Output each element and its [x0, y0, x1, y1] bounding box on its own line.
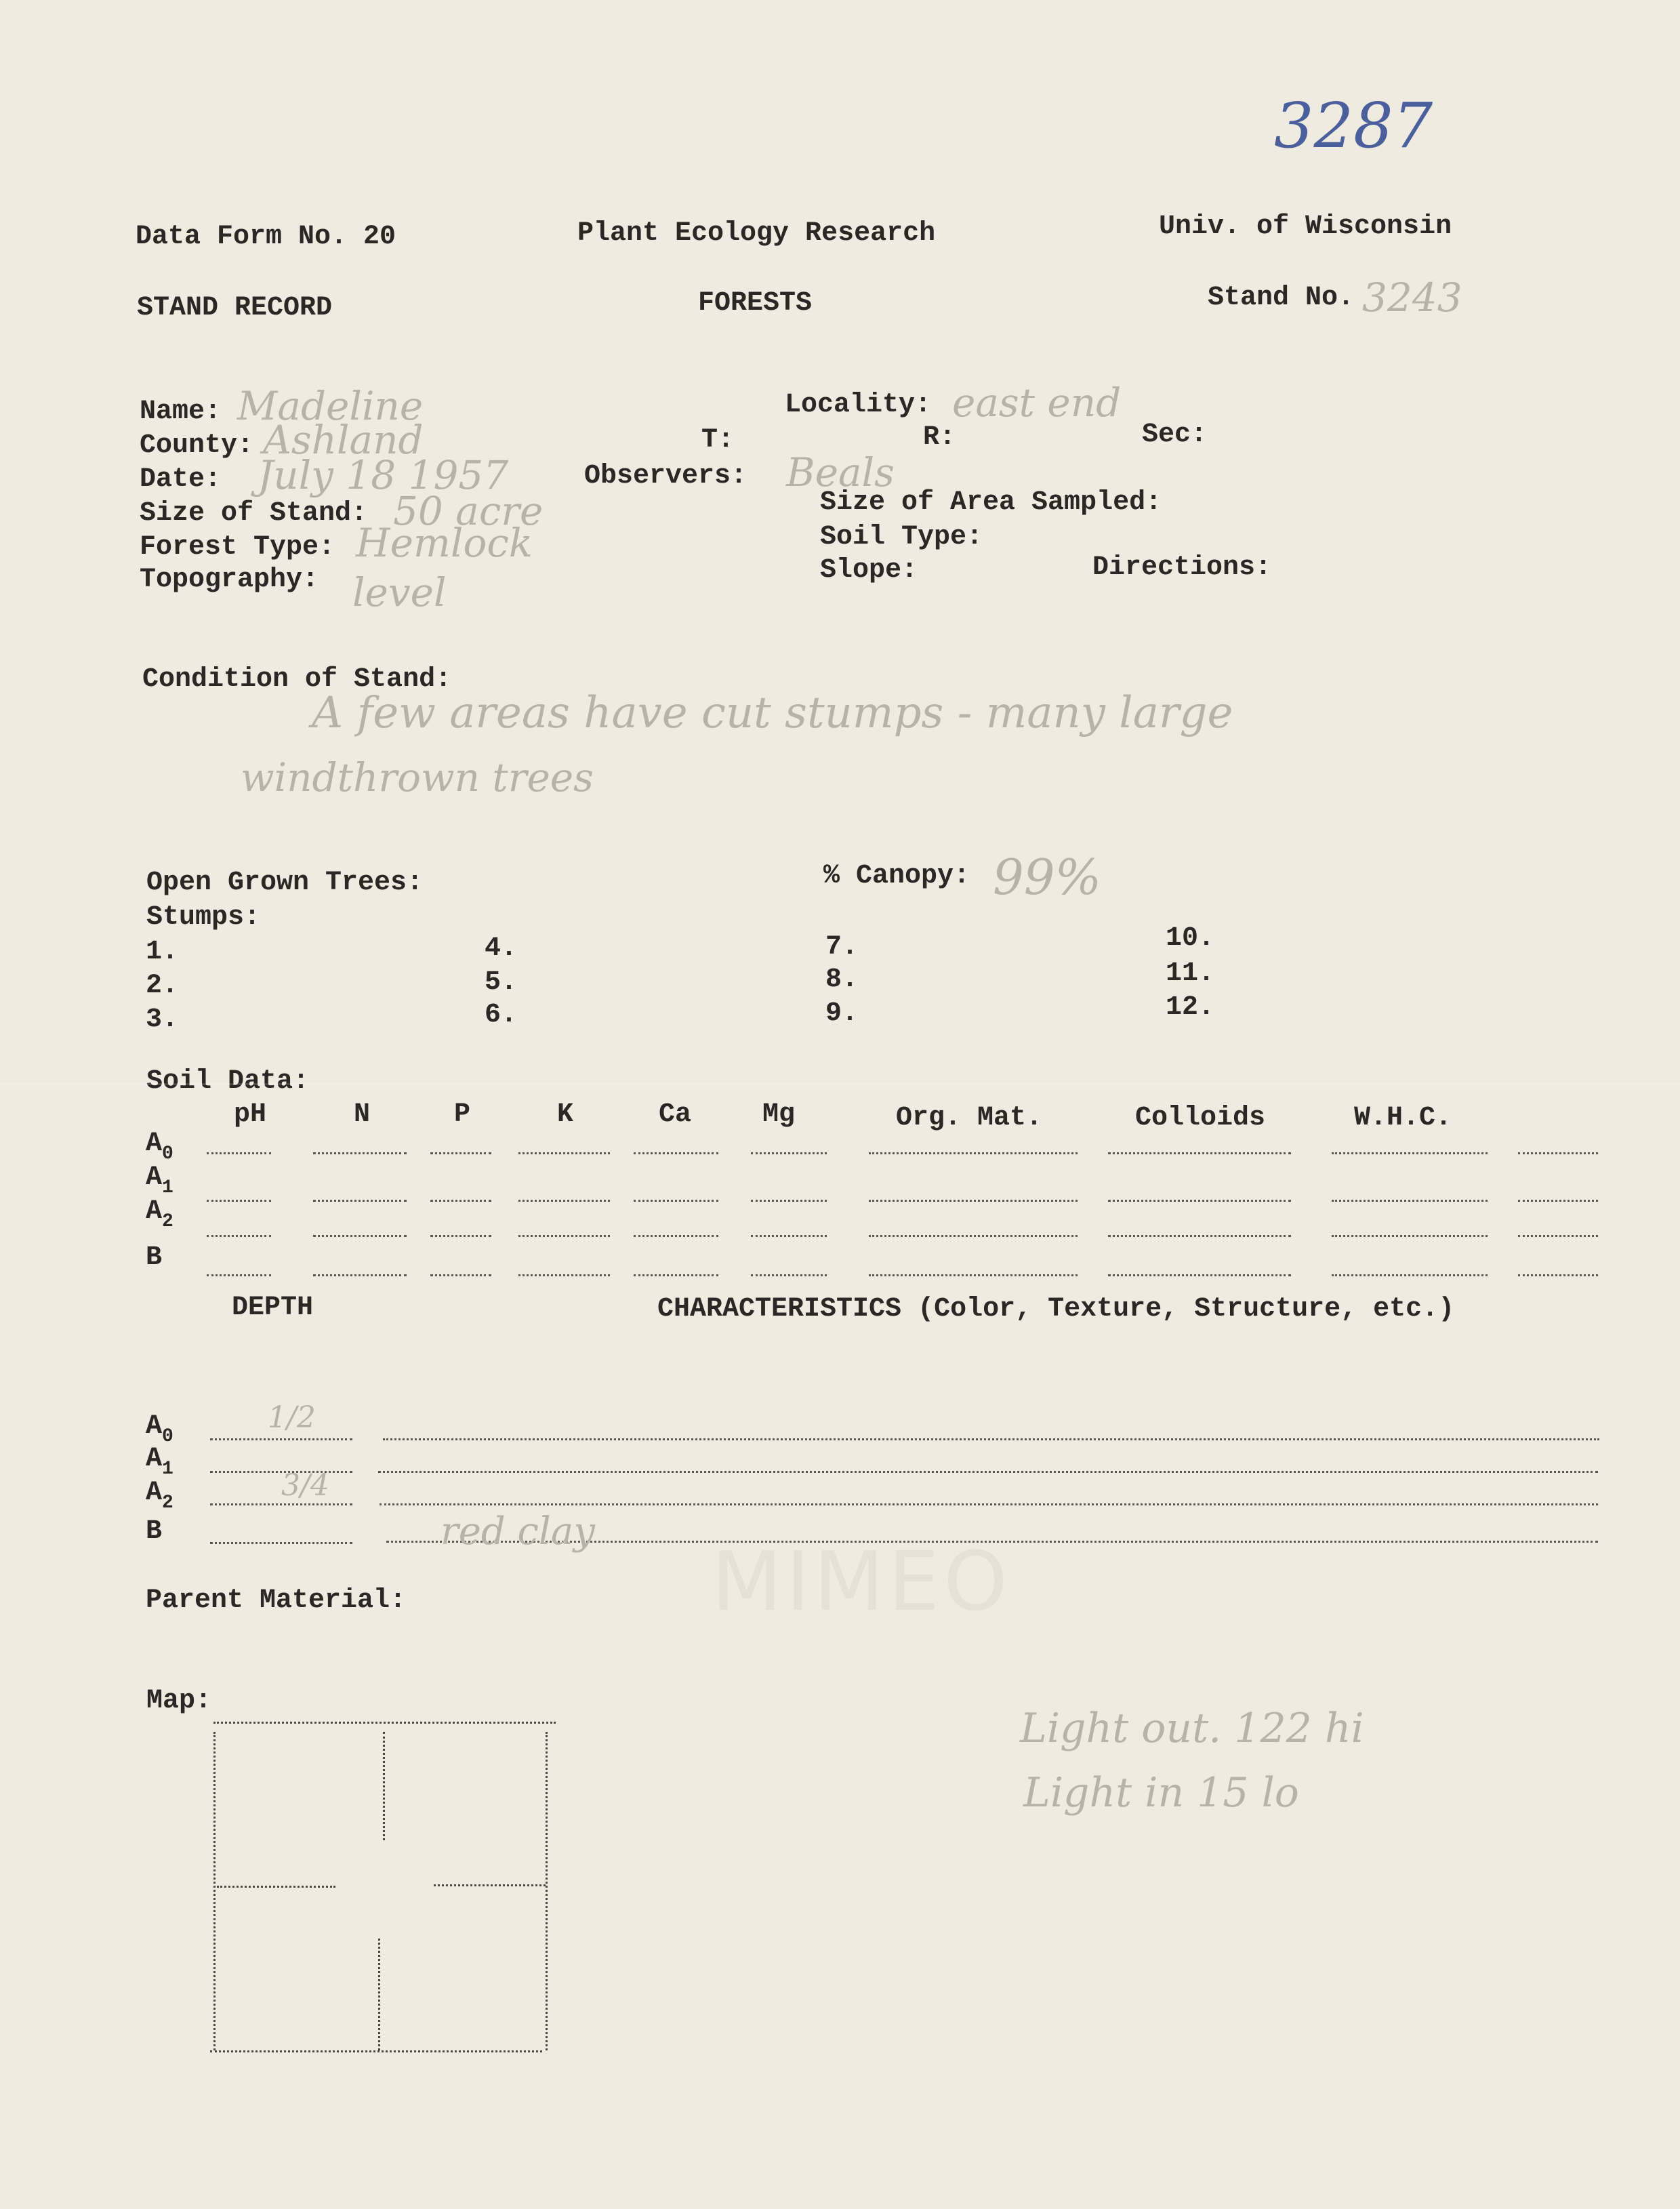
locality-value: east end [952, 380, 1122, 426]
soil-data-cell [313, 1200, 407, 1202]
soil-col-header: Ca [659, 1099, 692, 1130]
date-label: Date: [140, 464, 222, 495]
university: Univ. of Wisconsin [1159, 211, 1452, 242]
stand-no-label: Stand No. [1208, 283, 1355, 313]
soil-data-cell [313, 1274, 407, 1276]
date-value: July 18 1957 [258, 452, 509, 498]
canopy-value: 99% [993, 849, 1102, 906]
soil-data-label: Soil Data: [146, 1066, 310, 1097]
stump-number: 6. [485, 1000, 518, 1030]
soil-col-header: pH [234, 1099, 267, 1130]
stump-number: 1. [146, 937, 179, 967]
canopy-label: % Canopy: [823, 861, 970, 891]
characteristic-value: red clay [441, 1509, 595, 1554]
soil-data-cell [869, 1152, 1078, 1154]
stump-number: 9. [825, 998, 859, 1029]
soil-data-cell [430, 1274, 491, 1276]
name-value: Madeline [237, 383, 424, 429]
open-grown-label: Open Grown Trees: [146, 868, 424, 898]
stump-number: 4. [485, 933, 518, 964]
soil-data-cell [1108, 1274, 1291, 1276]
stumps-label: Stumps: [146, 902, 261, 933]
slope-label: Slope: [820, 555, 918, 586]
horizon-label: $A_2$ [146, 1196, 173, 1232]
stump-number: 2. [146, 971, 179, 1001]
paper-fold [0, 1083, 1680, 1085]
size-value: 50 acre [393, 488, 544, 534]
soil-data-cell [634, 1200, 718, 1202]
size-label: Size of Stand: [140, 498, 368, 529]
stump-number: 7. [825, 932, 859, 962]
soil-data-cell [1518, 1235, 1598, 1237]
mimeo-stamp: MIMEO [712, 1535, 1012, 1629]
soil-data-cell [751, 1152, 827, 1154]
characteristics-line [380, 1503, 1598, 1505]
soil-data-cell [751, 1274, 827, 1276]
observers-label: Observers: [584, 461, 747, 491]
soil-data-cell [634, 1235, 718, 1237]
stump-number: 5. [485, 967, 518, 998]
archive-number: 3287 [1274, 89, 1433, 162]
horizon-label: $A_1$ [146, 1162, 173, 1198]
forest-type-value: Hemlock [356, 520, 533, 566]
stump-number: 11. [1166, 958, 1215, 989]
horizon-label: $A_0$ [146, 1411, 173, 1447]
directions-label: Directions: [1092, 552, 1272, 583]
stump-number: 12. [1166, 992, 1215, 1023]
depth-line [210, 1542, 352, 1544]
soil-data-cell [869, 1200, 1078, 1202]
record-title: STAND RECORD [137, 293, 333, 323]
parent-material-label: Parent Material: [146, 1585, 407, 1616]
county-value: Ashland [263, 417, 424, 463]
form-number: Data Form No. 20 [136, 222, 396, 252]
soil-data-cell [207, 1235, 271, 1237]
characteristics-label: CHARACTERISTICS (Color, Texture, Structure, etc.) [657, 1294, 1455, 1324]
soil-data-cell [430, 1200, 491, 1202]
horizon-label: B [146, 1242, 163, 1273]
locality-label: Locality: [785, 390, 932, 420]
depth-line [210, 1503, 352, 1505]
soil-data-cell [313, 1235, 407, 1237]
soil-col-header: Colloids [1135, 1103, 1266, 1133]
range-label: R: [923, 422, 956, 453]
name-label: Name: [140, 397, 222, 427]
soil-data-cell [518, 1235, 610, 1237]
soil-data-cell [1108, 1235, 1291, 1237]
soil-data-cell [1518, 1152, 1598, 1154]
soil-data-cell [518, 1200, 610, 1202]
stand-no-value: 3243 [1362, 275, 1462, 321]
county-label: County: [140, 430, 254, 461]
soil-data-cell [430, 1152, 491, 1154]
characteristics-line [378, 1471, 1598, 1473]
soil-data-cell [1332, 1235, 1488, 1237]
soil-col-header: P [454, 1099, 471, 1130]
soil-data-cell [1332, 1200, 1488, 1202]
soil-data-cell [1518, 1274, 1598, 1276]
depth-value: 1/2 [268, 1400, 316, 1435]
soil-data-cell [751, 1235, 827, 1237]
soil-data-cell [751, 1200, 827, 1202]
condition-note-line2: windthrown trees [241, 754, 594, 800]
soil-data-cell [869, 1235, 1078, 1237]
section-label: Sec: [1142, 420, 1208, 450]
soil-data-cell [207, 1152, 271, 1154]
soil-col-header: N [354, 1099, 371, 1130]
horizon-label: $A_1$ [146, 1444, 173, 1480]
soil-data-cell [518, 1274, 610, 1276]
horizon-label: $A_2$ [146, 1478, 173, 1514]
category-title: FORESTS [698, 288, 813, 319]
soil-data-cell [634, 1274, 718, 1276]
stump-number: 8. [825, 965, 859, 995]
township-label: T: [701, 425, 735, 455]
soil-col-header: K [557, 1099, 574, 1130]
stump-number: 10. [1166, 923, 1215, 954]
soil-data-cell [1332, 1152, 1488, 1154]
topography-value: level [352, 569, 447, 615]
condition-label: Condition of Stand: [142, 664, 452, 695]
horizon-label: $A_0$ [146, 1129, 173, 1164]
soil-data-cell [207, 1274, 271, 1276]
depth-value: 3/4 [281, 1468, 329, 1503]
organization: Plant Ecology Research [577, 218, 936, 249]
light-out-note: Light out. 122 hi [1020, 1705, 1364, 1752]
soil-data-cell [1108, 1200, 1291, 1202]
soil-col-header: Mg [762, 1099, 796, 1130]
map-label: Map: [146, 1686, 212, 1716]
soil-data-cell [869, 1274, 1078, 1276]
soil-col-header: W.H.C. [1354, 1103, 1452, 1133]
soil-data-cell [430, 1235, 491, 1237]
characteristics-line [383, 1438, 1599, 1440]
area-sampled-label: Size of Area Sampled: [820, 487, 1162, 518]
soil-data-cell [313, 1152, 407, 1154]
soil-data-cell [1332, 1274, 1488, 1276]
horizon-label: B [146, 1516, 163, 1547]
soil-data-cell [634, 1152, 718, 1154]
depth-line [210, 1438, 352, 1440]
condition-note-line1: A few areas have cut stumps - many large [312, 688, 1233, 738]
depth-label: DEPTH [232, 1293, 314, 1323]
observers-value: Beals [786, 449, 895, 495]
soil-data-cell [518, 1152, 610, 1154]
stump-number: 3. [146, 1005, 179, 1035]
soil-data-cell [1518, 1200, 1598, 1202]
soil-data-cell [1108, 1152, 1291, 1154]
forest-type-label: Forest Type: [140, 532, 335, 563]
soil-col-header: Org. Mat. [896, 1103, 1043, 1133]
topography-label: Topography: [140, 565, 319, 595]
soil-type-label: Soil Type: [820, 522, 983, 552]
light-in-note: Light in 15 lo [1023, 1769, 1299, 1817]
soil-data-cell [207, 1200, 271, 1202]
